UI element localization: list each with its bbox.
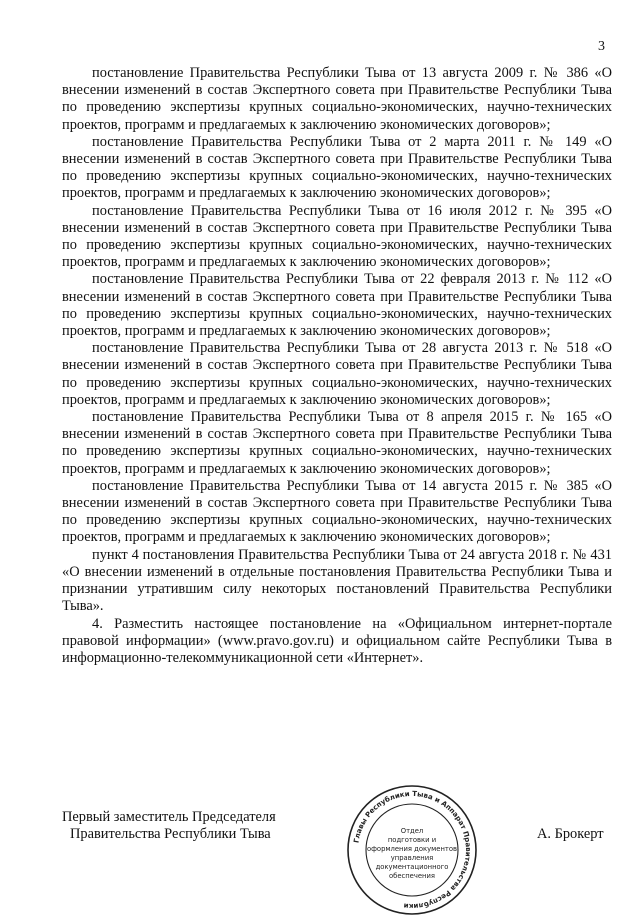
official-stamp	[342, 780, 482, 911]
stamp-seal-graphic	[342, 780, 482, 920]
signatory-position-line-1: Первый заместитель Председателя	[62, 809, 276, 825]
document-body	[62, 65, 612, 667]
stamp-ring-text: Главы Республики Тыва и Аппарат Правительства Республики	[352, 789, 473, 911]
page-number: 3	[598, 39, 605, 54]
paragraph-resolution-2009: постановление Правительства Республики Тыва от 13 августа 2009 г. № 386 «О внесении изменений в состав Экспертного совета при Правительстве Республики Тыва по проведению экспертизы крупных социально-экономических, научно-технических проектов, программ и предлагаемых к заключению экономических договоров»;	[62, 65, 612, 133]
paragraph-publication-order: 4. Разместить настоящее постановление на «Официальном интернет-портале правовой информации» (www.pravo.gov.ru) и официальном сайте Республики Тыва в информационно-телекоммуникационной сети «Интернет».	[62, 615, 612, 666]
signatory-name: А. Брокерт	[537, 826, 604, 842]
paragraph-clause-2018: пункт 4 постановления Правительства Республики Тыва от 24 августа 2018 г. № 431 «О внесении изменений в отдельные постановления Правительства Республики Тыва и признании утратившим силу некоторых постановлений Правительства Республики Тыва».	[62, 546, 612, 615]
stamp-center-line: подготовки и	[387, 836, 437, 844]
stamp-center-line: документационного	[375, 863, 449, 871]
stamp-center-line: Отдел	[400, 827, 424, 835]
paragraph-resolution-2012: постановление Правительства Республики Тыва от 16 июля 2012 г. № 395 «О внесении изменений в состав Экспертного совета при Правительстве Республики Тыва по проведению экспертизы крупных социально-экономических, научно-технических проектов, программ и предлагаемых к заключению экономических договоров»;	[62, 202, 612, 271]
paragraph-resolution-apr-2015: постановление Правительства Республики Тыва от 8 апреля 2015 г. № 165 «О внесении изменений в состав Экспертного совета при Правительстве Республики Тыва по проведению экспертизы крупных социально-экономических, научно-технических проектов, программ и предлагаемых к заключению экономических договоров»;	[62, 409, 612, 477]
stamp-center-line: оформления документов	[366, 845, 458, 853]
stamp-center-line: управления	[390, 854, 434, 862]
stamp-center-line: обеспечения	[388, 872, 436, 880]
paragraph-resolution-feb-2013: постановление Правительства Республики Тыва от 22 февраля 2013 г. № 112 «О внесении изменений в состав Экспертного совета при Правительстве Республики Тыва по проведению экспертизы крупных социально-экономических, научно-технических проектов, программ и предлагаемых к заключению экономических договоров»;	[62, 271, 612, 340]
paragraph-resolution-2011: постановление Правительства Республики Тыва от 2 марта 2011 г. № 149 «О внесении изменений в состав Экспертного совета при Правительстве Республики Тыва по проведению экспертизы крупных социально-экономических, научно-технических проектов, программ и предлагаемых к заключению экономических договоров»;	[62, 133, 612, 202]
signatory-position-line-2: Правительства Республики Тыва	[70, 826, 271, 842]
paragraph-resolution-aug-2013: постановление Правительства Республики Тыва от 28 августа 2013 г. № 518 «О внесении изменений в состав Экспертного совета при Правительстве Республики Тыва по проведению экспертизы крупных социально-экономических, научно-технических проектов, программ и предлагаемых к заключению экономических договоров»;	[62, 340, 612, 408]
paragraph-resolution-aug-2015: постановление Правительства Республики Тыва от 14 августа 2015 г. № 385 «О внесении изменений в состав Экспертного совета при Правительстве Республики Тыва по проведению экспертизы крупных социально-экономических, научно-технических проектов, программ и предлагаемых к заключению экономических договоров»;	[62, 477, 612, 546]
